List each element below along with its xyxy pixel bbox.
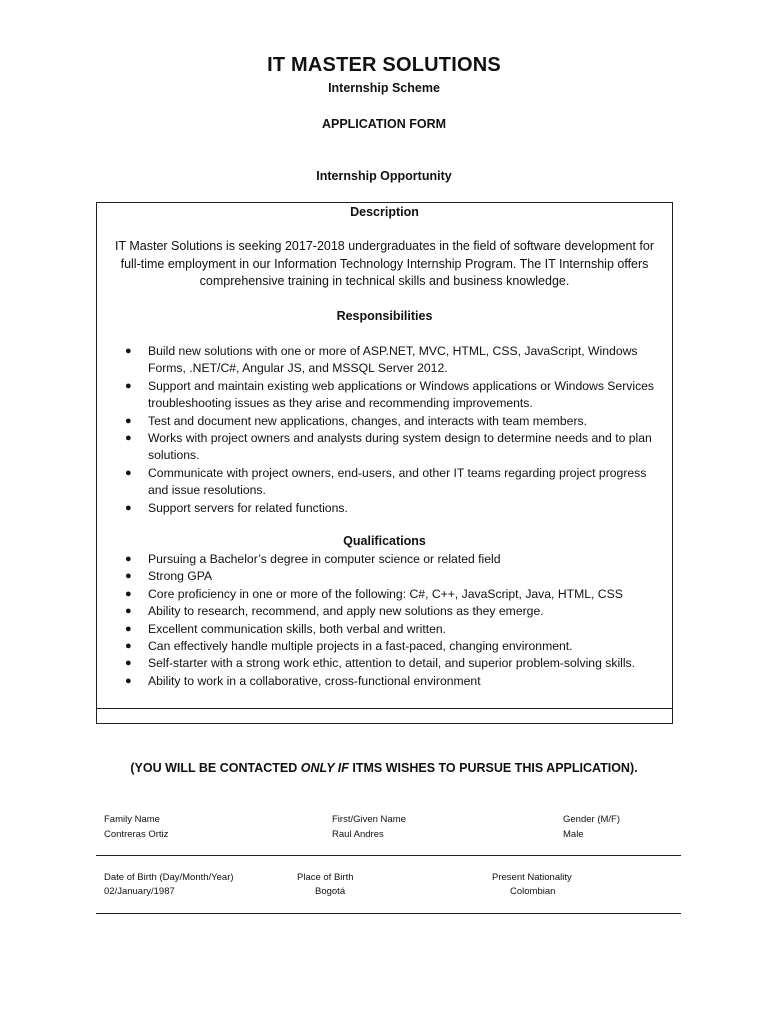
nationality-label: Present Nationality bbox=[492, 872, 572, 883]
list-item bbox=[119, 638, 659, 655]
bullet-icon: ● bbox=[125, 657, 132, 670]
notice-emphasis: ONLY IF bbox=[300, 761, 349, 775]
family-name-value: Contreras Ortiz bbox=[104, 829, 169, 840]
scheme-subtitle: Internship Scheme bbox=[328, 81, 440, 95]
responsibilities-list bbox=[119, 343, 659, 517]
dob-value: 02/January/1987 bbox=[104, 886, 175, 897]
description-text: IT Master Solutions is seeking 2017-2018 undergraduates in the field of software development for full-time employment in our Information Technology Internship Program. The IT Internship offers comprehensive training in technical skills and business knowledge. bbox=[115, 239, 654, 288]
box-divider bbox=[97, 708, 672, 709]
given-name-label: First/Given Name bbox=[332, 814, 406, 825]
list-item bbox=[119, 603, 659, 620]
list-item bbox=[119, 378, 659, 413]
bullet-icon: ● bbox=[125, 674, 132, 687]
bullet-icon: ● bbox=[125, 570, 132, 583]
description-heading: Description bbox=[350, 205, 419, 219]
bullet-icon: ● bbox=[125, 640, 132, 653]
bullet-icon: ● bbox=[125, 379, 132, 392]
given-name-value: Raul Andres bbox=[332, 829, 384, 840]
bullet-icon: ● bbox=[125, 345, 132, 357]
qualifications-heading: Qualifications bbox=[343, 534, 426, 548]
list-item-text: Works with project owners and analysts during system design to determine needs and to plan solutions. bbox=[148, 431, 652, 463]
list-item-text: Self-starter with a strong work ethic, attention to detail, and superior problem-solving skills. bbox=[148, 656, 636, 671]
list-item bbox=[119, 465, 659, 500]
list-item bbox=[119, 621, 659, 638]
list-item-text: Communicate with project owners, end-users, and other IT teams regarding project progress and issue resolutions. bbox=[148, 465, 647, 498]
field-divider bbox=[96, 855, 681, 856]
bullet-icon: ● bbox=[125, 432, 132, 445]
list-item-text: Core proficiency in one or more of the following: C#, C++, JavaScript, Java, HTML, CSS bbox=[148, 586, 623, 601]
list-item-text: Strong GPA bbox=[148, 569, 213, 584]
list-item bbox=[119, 673, 659, 690]
qualifications-list bbox=[119, 551, 659, 690]
bullet-icon: ● bbox=[125, 466, 132, 479]
company-title: IT MASTER SOLUTIONS bbox=[267, 54, 501, 76]
bullet-icon: ● bbox=[125, 605, 132, 618]
dob-label: Date of Birth (Day/Month/Year) bbox=[104, 872, 234, 883]
internship-details-box bbox=[96, 202, 673, 724]
field-divider bbox=[96, 913, 681, 914]
pob-label: Place of Birth bbox=[297, 872, 354, 883]
nationality-value: Colombian bbox=[510, 886, 556, 897]
list-item bbox=[119, 586, 659, 603]
bullet-icon: ● bbox=[125, 414, 132, 427]
list-item bbox=[119, 551, 659, 568]
bullet-icon: ● bbox=[125, 587, 132, 600]
bullet-icon: ● bbox=[125, 622, 132, 635]
list-item bbox=[119, 568, 659, 585]
bullet-icon: ● bbox=[125, 553, 132, 565]
responsibilities-heading: Responsibilities bbox=[336, 309, 433, 323]
notice-text-end: ITMS WISHES TO PURSUE THIS APPLICATION). bbox=[348, 761, 638, 775]
list-item-text: Build new solutions with one or more of ASP.NET, MVC, HTML, CSS, JavaScript, Windows Forms, .NET/C#, Angular JS, and MSSQL Server 2012. bbox=[148, 344, 638, 376]
list-item bbox=[119, 430, 659, 465]
list-item-text: Test and document new applications, changes, and interacts with team members. bbox=[148, 413, 587, 428]
list-item-text: Pursuing a Bachelor’s degree in computer science or related field bbox=[148, 552, 501, 566]
form-title: APPLICATION FORM bbox=[321, 117, 447, 131]
opportunity-heading: Internship Opportunity bbox=[316, 169, 452, 183]
list-item-text: Can effectively handle multiple projects in a fast-paced, changing environment. bbox=[148, 639, 573, 654]
gender-label: Gender (M/F) bbox=[563, 814, 621, 825]
list-item-text: Ability to research, recommend, and apply new solutions as they emerge. bbox=[148, 604, 544, 619]
contact-notice bbox=[0, 761, 768, 775]
bullet-icon: ● bbox=[125, 501, 132, 514]
list-item bbox=[119, 655, 659, 672]
notice-text-start: (YOU WILL BE CONTACTED bbox=[130, 761, 301, 775]
list-item bbox=[119, 343, 659, 378]
list-item bbox=[119, 500, 659, 517]
list-item bbox=[119, 413, 659, 430]
pob-value: Bogotá bbox=[315, 886, 346, 897]
list-item-text: Excellent communication skills, both verbal and written. bbox=[148, 621, 447, 636]
family-name-label: Family Name bbox=[104, 814, 160, 825]
list-item-text: Ability to work in a collaborative, cross-functional environment bbox=[148, 673, 481, 688]
list-item-text: Support and maintain existing web applications or Windows applications or Windows Services troubleshooting issues as they arise and recommending improvements. bbox=[148, 378, 655, 411]
list-item-text: Support servers for related functions. bbox=[148, 500, 348, 515]
gender-value: Male bbox=[563, 829, 584, 840]
